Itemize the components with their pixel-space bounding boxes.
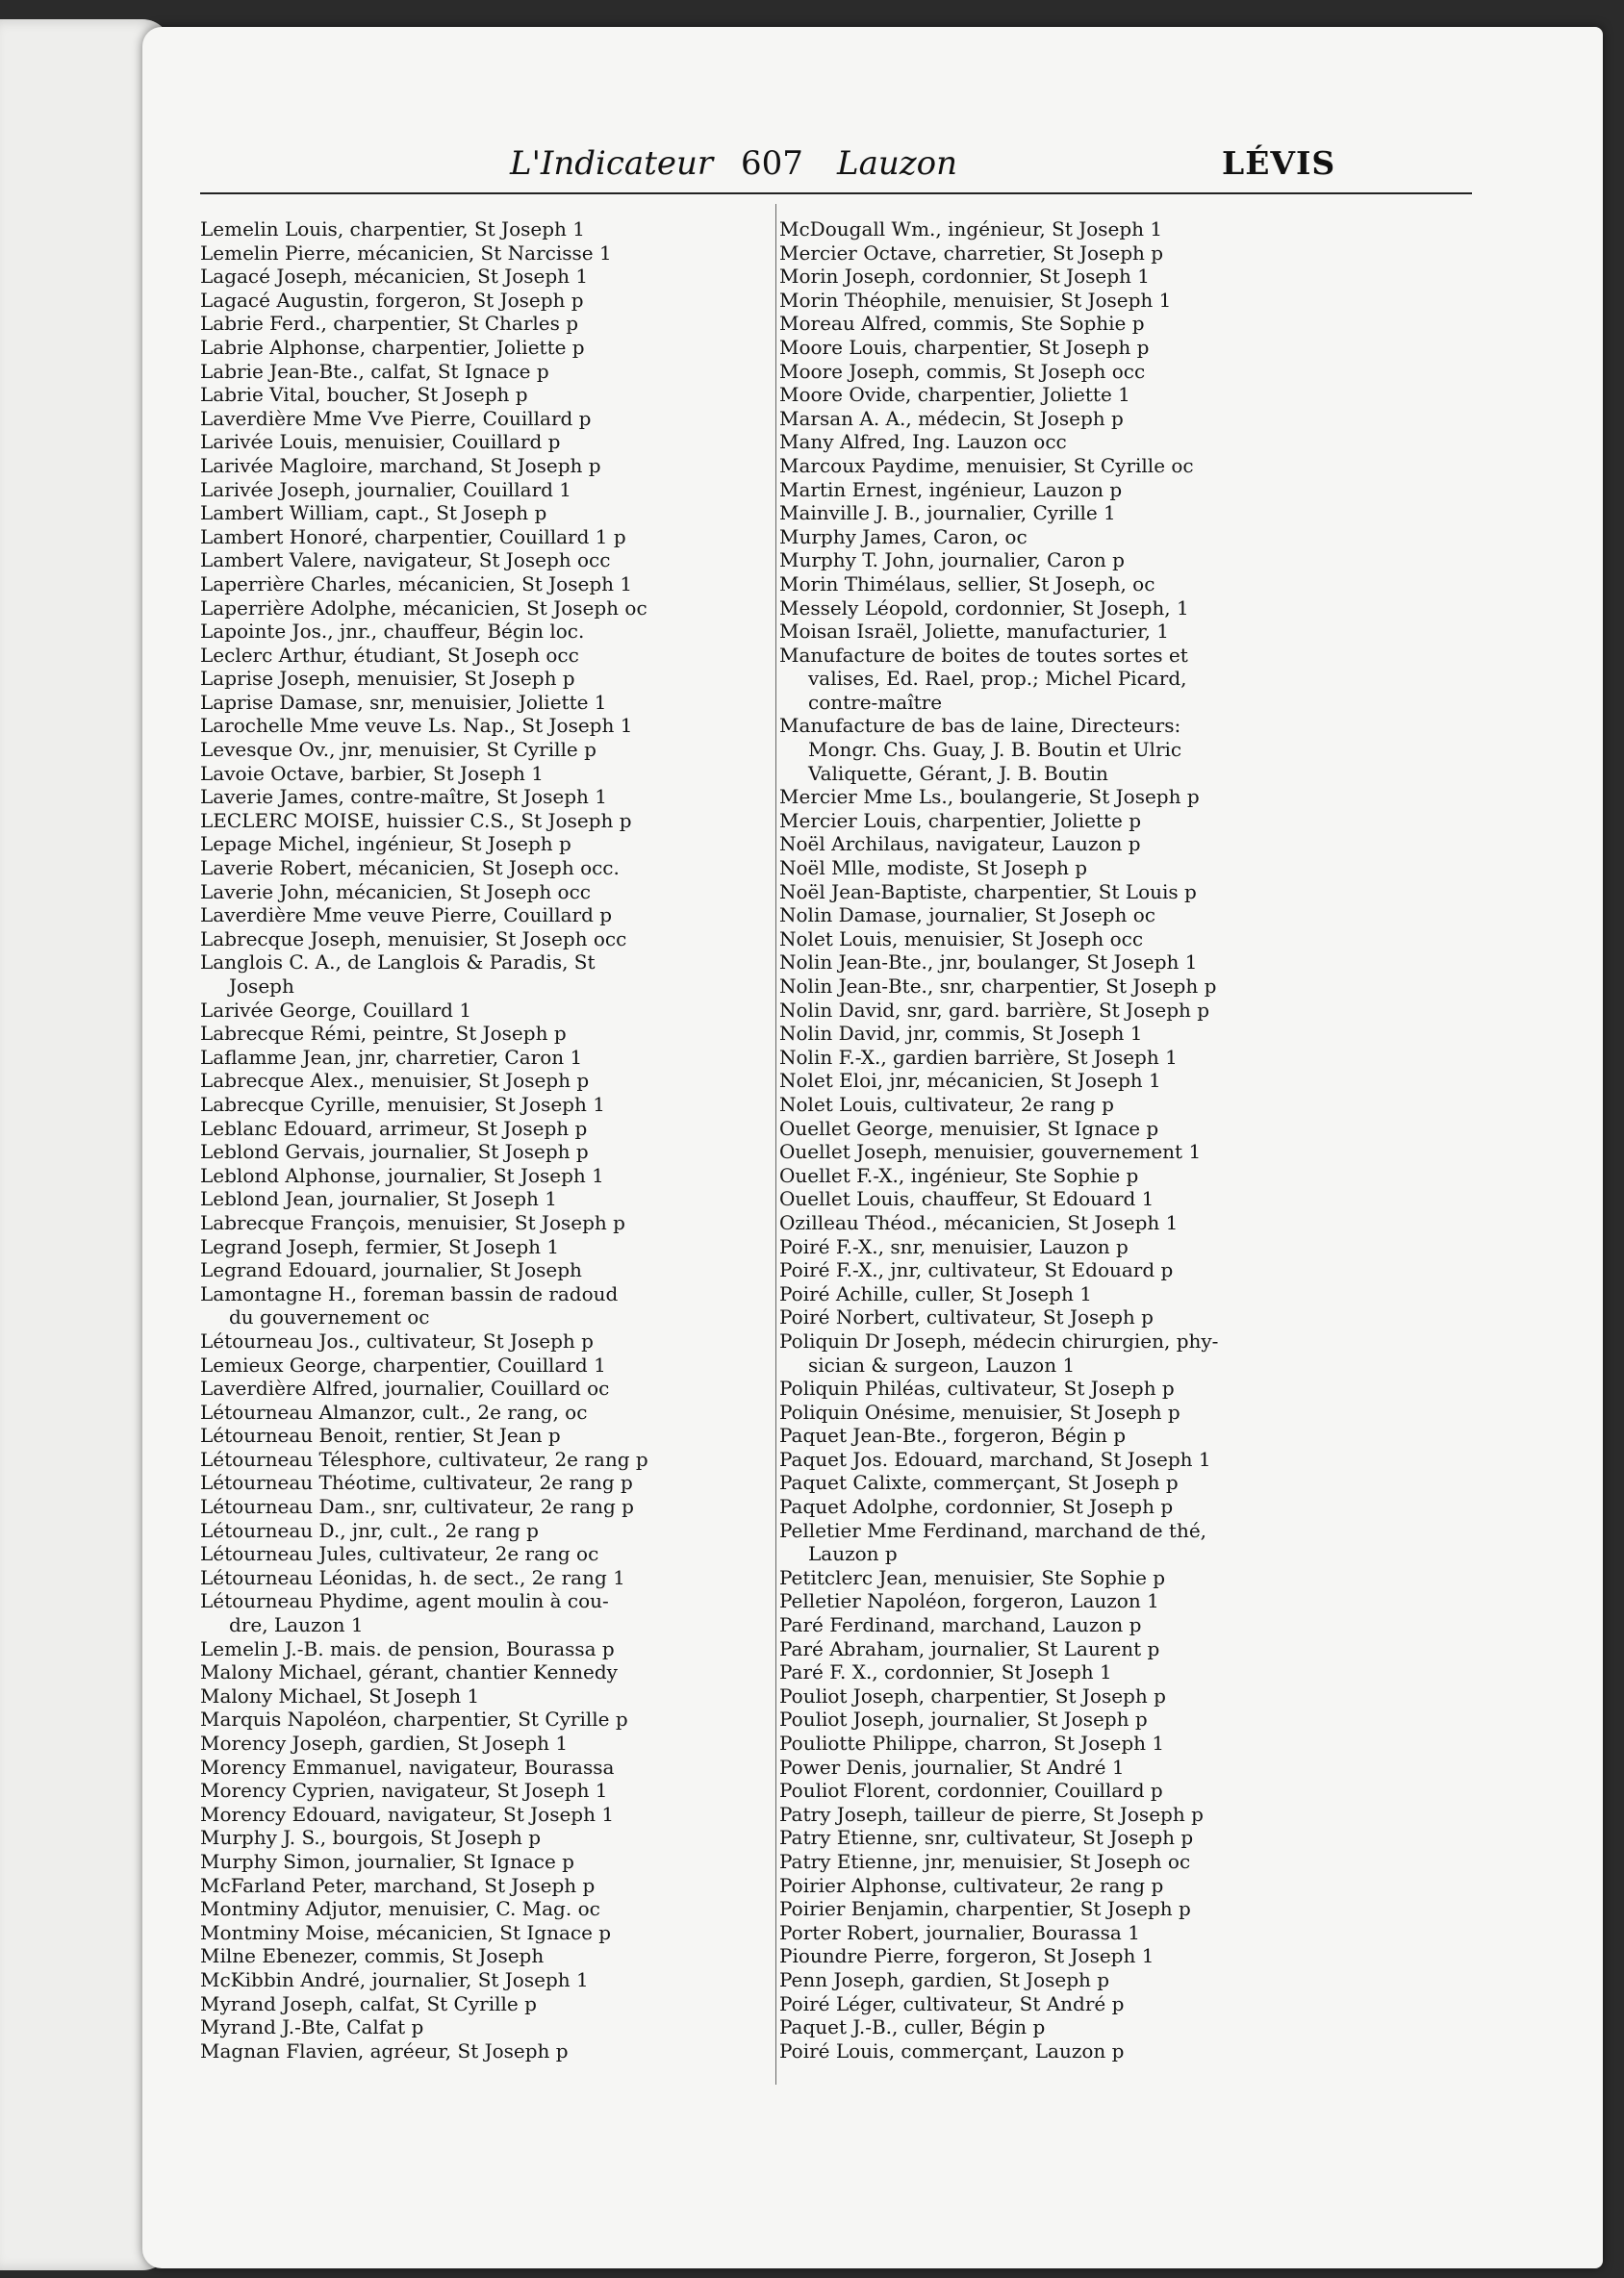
directory-entry: Labrecque Alex., menuisier, St Joseph p	[200, 1069, 590, 1093]
directory-entry: Paré Ferdinand, marchand, Lauzon p	[779, 1613, 1142, 1637]
directory-entry: Noël Jean-Baptiste, charpentier, St Louis p	[779, 879, 1197, 903]
directory-entry: Poiré F.-X., snr, menuisier, Lauzon p	[779, 1234, 1129, 1258]
directory-entry: Lavoie Octave, barbier, St Joseph 1	[200, 761, 544, 785]
directory-entry: Marsan A. A., médecin, St Joseph p	[779, 406, 1124, 430]
directory-entry: Laverdière Mme veuve Pierre, Couillard p	[200, 903, 613, 927]
directory-entry: Laperrière Adolphe, mécanicien, St Joseph oc	[200, 595, 647, 620]
directory-entry: Labrecque Rémi, peintre, St Joseph p	[200, 1022, 567, 1046]
directory-entry: Leblanc Edouard, arrimeur, St Joseph p	[200, 1116, 588, 1140]
directory-entry: Pouliot Florent, cordonnier, Couillard p	[779, 1779, 1163, 1803]
directory-entry: Poiré Norbert, cultivateur, St Joseph p	[779, 1305, 1154, 1329]
directory-entry: Legrand Edouard, journalier, St Joseph	[200, 1258, 582, 1282]
directory-entry: Milne Ebenezer, commis, St Joseph	[200, 1944, 545, 1968]
directory-entry: Mercier Octave, charretier, St Joseph p	[779, 240, 1164, 265]
directory-entry: du gouvernement oc	[229, 1305, 430, 1329]
directory-entry: Paquet J.-B., culler, Bégin p	[779, 2015, 1046, 2039]
directory-entry: Paré F. X., cordonnier, St Joseph 1	[779, 1660, 1112, 1684]
directory-entry: Nolin Damase, journalier, St Joseph oc	[779, 903, 1155, 927]
directory-entry: Noël Mlle, modiste, St Joseph p	[779, 856, 1088, 880]
directory-entry: Laverdière Alfred, journalier, Couillard oc	[200, 1377, 610, 1401]
directory-entry: Morency Joseph, gardien, St Joseph 1	[200, 1732, 569, 1755]
directory-entry: Larochelle Mme veuve Ls. Nap., St Joseph 1	[200, 714, 633, 738]
directory-entry: Morency Edouard, navigateur, St Joseph 1	[200, 1802, 615, 1826]
directory-entry: Morin Joseph, cordonnier, St Joseph 1	[779, 265, 1151, 289]
directory-entry: Lambert Honoré, charpentier, Couillard 1 p	[200, 524, 626, 548]
directory-entry: Moreau Alfred, commis, Ste Sophie p	[779, 312, 1145, 336]
header-section: LÉVIS	[1222, 144, 1336, 182]
directory-entry: Lagacé Joseph, mécanicien, St Joseph 1	[200, 265, 589, 289]
directory-entry: Moore Louis, charpentier, St Joseph p	[779, 335, 1150, 359]
directory-entry: Moisan Israël, Joliette, manufacturier, 1	[779, 620, 1169, 644]
directory-entry: Nolin F.-X., gardien barrière, St Joseph 1	[779, 1045, 1178, 1069]
directory-entry: Pelletier Napoléon, forgeron, Lauzon 1	[779, 1589, 1159, 1613]
directory-entry: Larivée Magloire, marchand, St Joseph p	[200, 453, 601, 477]
directory-entry: Laprise Joseph, menuisier, St Joseph p	[200, 667, 575, 691]
directory-entry: Leblond Jean, journalier, St Joseph 1	[200, 1187, 557, 1211]
directory-entry: Poiré Achille, culler, St Joseph 1	[779, 1281, 1092, 1305]
directory-entry: Montminy Adjutor, menuisier, C. Mag. oc	[200, 1897, 600, 1921]
directory-entry: Langlois C. A., de Langlois & Paradis, St	[200, 950, 596, 974]
directory-entry: Montminy Moise, mécanicien, St Ignace p	[200, 1920, 612, 1944]
header-place: Lauzon	[837, 144, 958, 183]
directory-entry: Lemelin Louis, charpentier, St Joseph 1	[200, 217, 585, 240]
directory-entry: Morency Cyprien, navigateur, St Joseph 1	[200, 1779, 608, 1803]
directory-entry: Lagacé Augustin, forgeron, St Joseph p	[200, 288, 584, 312]
directory-entry: Lapointe Jos., jnr., chauffeur, Bégin loc.	[200, 620, 585, 644]
directory-entry: Létourneau Jos., cultivateur, St Joseph p	[200, 1329, 594, 1353]
directory-entry: Pelletier Mme Ferdinand, marchand de thé,	[779, 1518, 1207, 1542]
directory-entry: Ouellet F.-X., ingénieur, Ste Sophie p	[779, 1163, 1139, 1187]
directory-entry: Laperrière Charles, mécanicien, St Joseph 1	[200, 571, 633, 595]
directory-entry: Paquet Adolphe, cordonnier, St Joseph p	[779, 1495, 1174, 1519]
directory-entry: Létourneau Phydime, agent moulin à cou-	[200, 1589, 609, 1613]
directory-entry: Myrand Joseph, calfat, St Cyrille p	[200, 1991, 537, 2015]
directory-entry: Mercier Mme Ls., boulangerie, St Joseph p	[779, 785, 1200, 809]
directory-entry: Many Alfred, Ing. Lauzon occ	[779, 430, 1067, 454]
directory-entry: Murphy J. S., bourgois, St Joseph p	[200, 1826, 542, 1850]
directory-entry: Moore Ovide, charpentier, Joliette 1	[779, 383, 1130, 407]
directory-entry: Létourneau Benoit, rentier, St Jean p	[200, 1424, 561, 1448]
directory-entry: Magnan Flavien, agréeur, St Joseph p	[200, 2038, 569, 2063]
running-header	[0, 144, 1624, 183]
directory-entry: Ozilleau Théod., mécanicien, St Joseph 1	[779, 1210, 1179, 1234]
directory-entry: Lemelin J.-B. mais. de pension, Bourassa p	[200, 1636, 615, 1660]
directory-entry: Legrand Joseph, fermier, St Joseph 1	[200, 1234, 560, 1258]
directory-entry: Leblond Gervais, journalier, St Joseph p	[200, 1140, 589, 1164]
directory-entry: Mainville J. B., journalier, Cyrille 1	[779, 501, 1116, 525]
directory-entry: Noël Archilaus, navigateur, Lauzon p	[779, 832, 1141, 856]
directory-entry: Manufacture de bas de laine, Directeurs:	[779, 714, 1181, 738]
directory-entry: Mongr. Chs. Guay, J. B. Boutin et Ulric	[808, 738, 1182, 762]
directory-entry: Manufacture de boites de toutes sortes et	[779, 643, 1188, 667]
directory-entry: Létourneau Télesphore, cultivateur, 2e rang p	[200, 1447, 648, 1471]
directory-entry: Morin Thimélaus, sellier, St Joseph, oc	[779, 571, 1155, 595]
directory-entry: Poliquin Onésime, menuisier, St Joseph p	[779, 1400, 1180, 1424]
directory-entry: McFarland Peter, marchand, St Joseph p	[200, 1873, 596, 1897]
directory-entry: Leclerc Arthur, étudiant, St Joseph occ	[200, 643, 579, 667]
directory-entry: Pioundre Pierre, forgeron, St Joseph 1	[779, 1944, 1155, 1968]
column-divider	[775, 204, 776, 2085]
right-column	[779, 217, 1342, 2063]
directory-entry: Paquet Jean-Bte., forgeron, Bégin p	[779, 1424, 1127, 1448]
directory-entry: Patry Etienne, jnr, menuisier, St Joseph oc	[779, 1849, 1191, 1873]
directory-entry: Leblond Alphonse, journalier, St Joseph 1	[200, 1163, 604, 1187]
directory-entry: Petitclerc Jean, menuisier, Ste Sophie p	[779, 1565, 1166, 1589]
directory-entry: Nolin Jean-Bte., jnr, boulanger, St Joseph 1	[779, 950, 1198, 974]
directory-entry: Poliquin Dr Joseph, médecin chirurgien, phy-	[779, 1329, 1219, 1353]
directory-entry: Porter Robert, journalier, Bourassa 1	[779, 1920, 1140, 1944]
directory-entry: Ouellet Joseph, menuisier, gouvernement 1	[779, 1140, 1202, 1164]
directory-entry: Labrecque François, menuisier, St Joseph p	[200, 1210, 625, 1234]
directory-entry: Létourneau Almanzor, cult., 2e rang, oc	[200, 1400, 588, 1424]
directory-entry: Malony Michael, St Joseph 1	[200, 1683, 480, 1708]
directory-entry: Létourneau Théotime, cultivateur, 2e rang p	[200, 1471, 633, 1495]
directory-entry: Nolet Louis, menuisier, St Joseph occ	[779, 926, 1144, 950]
directory-entry: Ouellet George, menuisier, St Ignace p	[779, 1116, 1159, 1140]
directory-entry: Labrie Ferd., charpentier, St Charles p	[200, 312, 579, 336]
directory-entry: dre, Lauzon 1	[229, 1613, 364, 1637]
directory-entry: Power Denis, journalier, St André 1	[779, 1755, 1125, 1779]
directory-entry: Létourneau D., jnr, cult., 2e rang p	[200, 1518, 539, 1542]
directory-entry: Larivée Louis, menuisier, Couillard p	[200, 430, 561, 454]
directory-entry: Poirier Alphonse, cultivateur, 2e rang p	[779, 1873, 1164, 1897]
directory-entry: Lamontagne H., foreman bassin de radoud	[200, 1281, 619, 1305]
directory-entry: Joseph	[229, 974, 294, 998]
directory-entry: Laprise Damase, snr, menuisier, Joliette 1	[200, 690, 607, 714]
directory-entry: Poiré F.-X., jnr, cultivateur, St Edouard p	[779, 1258, 1174, 1282]
directory-entry: Messely Léopold, cordonnier, St Joseph, 1	[779, 595, 1189, 620]
directory-entry: McDougall Wm., ingénieur, St Joseph 1	[779, 217, 1163, 240]
header-page-number: 607	[741, 144, 803, 183]
directory-entry: Laflamme Jean, jnr, charretier, Caron 1	[200, 1045, 583, 1069]
directory-entry: Ouellet Louis, chauffeur, St Edouard 1	[779, 1187, 1155, 1211]
directory-entry: Létourneau Léonidas, h. de sect., 2e rang 1	[200, 1565, 625, 1589]
directory-entry: McKibbin André, journalier, St Joseph 1	[200, 1967, 589, 1991]
directory-entry: Murphy T. John, journalier, Caron p	[779, 548, 1125, 572]
directory-entry: Labrie Jean-Bte., calfat, St Ignace p	[200, 359, 549, 383]
directory-entry: Pouliotte Philippe, charron, St Joseph 1	[779, 1732, 1165, 1755]
directory-entry: Laverie James, contre-maître, St Joseph 1	[200, 785, 607, 809]
directory-entry: Nolet Eloi, jnr, mécanicien, St Joseph 1	[779, 1069, 1161, 1093]
directory-entry: Myrand J.-Bte, Calfat p	[200, 2015, 424, 2039]
directory-entry: Murphy James, Caron, oc	[779, 524, 1028, 548]
directory-entry: Patry Etienne, snr, cultivateur, St Joseph p	[779, 1826, 1194, 1850]
directory-entry: Pouliot Joseph, charpentier, St Joseph p	[779, 1683, 1166, 1708]
header-rule	[200, 192, 1472, 194]
directory-entry: Labrie Vital, boucher, St Joseph p	[200, 383, 528, 407]
directory-entry: Laverie John, mécanicien, St Joseph occ	[200, 879, 591, 903]
directory-entry: Malony Michael, gérant, chantier Kennedy	[200, 1660, 618, 1684]
directory-entry: Moore Joseph, commis, St Joseph occ	[779, 359, 1146, 383]
directory-entry: Pouliot Joseph, journalier, St Joseph p	[779, 1708, 1148, 1732]
directory-entry: Laverie Robert, mécanicien, St Joseph occ.	[200, 856, 620, 880]
directory-entry: Patry Joseph, tailleur de pierre, St Joseph p	[779, 1802, 1204, 1826]
directory-entry: Mercier Louis, charpentier, Joliette p	[779, 808, 1141, 832]
directory-entry: Lambert Valere, navigateur, St Joseph occ	[200, 548, 611, 572]
directory-entry: Nolin David, snr, gard. barrière, St Joseph p	[779, 998, 1210, 1022]
header-title: L'Indicateur	[510, 144, 714, 183]
directory-entry: Marquis Napoléon, charpentier, St Cyrille p	[200, 1708, 628, 1732]
directory-entry: Lauzon p	[808, 1542, 898, 1566]
directory-entry: Paquet Calixte, commerçant, St Joseph p	[779, 1471, 1179, 1495]
directory-entry: Lemieux George, charpentier, Couillard 1	[200, 1353, 606, 1377]
directory-entry: Murphy Simon, journalier, St Ignace p	[200, 1849, 574, 1873]
directory-entry: Lepage Michel, ingénieur, St Joseph p	[200, 832, 571, 856]
directory-entry: Létourneau Jules, cultivateur, 2e rang oc	[200, 1542, 599, 1566]
directory-entry: sician & surgeon, Lauzon 1	[808, 1353, 1076, 1377]
directory-entry: Poirier Benjamin, charpentier, St Joseph p	[779, 1897, 1191, 1921]
directory-entry: Paquet Jos. Edouard, marchand, St Joseph 1	[779, 1447, 1211, 1471]
directory-entry: Labrie Alphonse, charpentier, Joliette p	[200, 335, 585, 359]
directory-entry: Labrecque Joseph, menuisier, St Joseph occ	[200, 926, 627, 950]
directory-entry: Larivée George, Couillard 1	[200, 998, 472, 1022]
directory-entry: Labrecque Cyrille, menuisier, St Joseph 1	[200, 1092, 605, 1116]
directory-entry: Nolet Louis, cultivateur, 2e rang p	[779, 1092, 1114, 1116]
directory-entry: Morin Théophile, menuisier, St Joseph 1	[779, 288, 1172, 312]
directory-entry: Nolin Jean-Bte., snr, charpentier, St Joseph p	[779, 974, 1217, 998]
left-column	[200, 217, 763, 2063]
directory-entry: Laverdière Mme Vve Pierre, Couillard p	[200, 406, 592, 430]
directory-entry: Poiré Léger, cultivateur, St André p	[779, 1991, 1125, 2015]
directory-entry: contre-maître	[808, 690, 943, 714]
directory-entry: Poiré Louis, commerçant, Lauzon p	[779, 2038, 1125, 2063]
directory-entry: Poliquin Philéas, cultivateur, St Joseph p	[779, 1377, 1175, 1401]
directory-entry: Lemelin Pierre, mécanicien, St Narcisse 1	[200, 240, 612, 265]
directory-entry: Penn Joseph, gardien, St Joseph p	[779, 1967, 1110, 1991]
directory-entry: Létourneau Dam., snr, cultivateur, 2e rang p	[200, 1495, 634, 1519]
directory-entry: Morency Emmanuel, navigateur, Bourassa	[200, 1755, 615, 1779]
directory-entry: Marcoux Paydime, menuisier, St Cyrille oc	[779, 453, 1194, 477]
directory-entry: Nolin David, jnr, commis, St Joseph 1	[779, 1022, 1143, 1046]
directory-entry: Levesque Ov., jnr, menuisier, St Cyrille p	[200, 738, 596, 762]
directory-entry: Larivée Joseph, journalier, Couillard 1	[200, 477, 572, 501]
directory-entry: LECLERC MOISE, huissier C.S., St Joseph p	[200, 808, 632, 832]
directory-entry: valises, Ed. Rael, prop.; Michel Picard,	[808, 667, 1187, 691]
directory-entry: Lambert William, capt., St Joseph p	[200, 501, 547, 525]
directory-entry: Martin Ernest, ingénieur, Lauzon p	[779, 477, 1123, 501]
directory-entry: Paré Abraham, journalier, St Laurent p	[779, 1636, 1160, 1660]
directory-entry: Valiquette, Gérant, J. B. Boutin	[808, 761, 1108, 785]
